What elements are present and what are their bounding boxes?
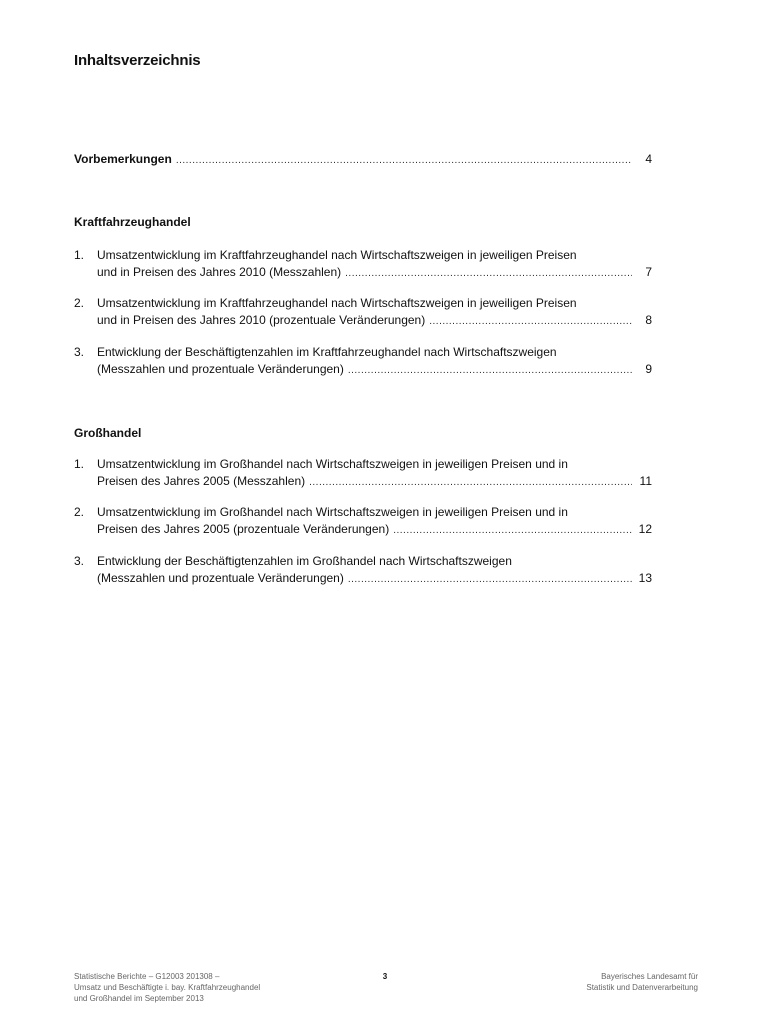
dot-leader: [348, 571, 632, 588]
toc-entry-gh-1[interactable]: [74, 456, 652, 491]
toc-entry-title: Umsatzentwicklung im Kraftfahrzeughandel nach Wirtschaftszweigen in jeweiligen Preisen: [97, 296, 577, 310]
toc-entry-title: Entwicklung der Beschäftigtenzahlen im Kraftfahrzeughandel nach Wirtschaftszweigen: [97, 345, 557, 359]
toc-entry-number: 3.: [74, 554, 85, 568]
toc-entry-gh-2[interactable]: [74, 504, 652, 539]
dot-leader: [393, 522, 632, 539]
toc-entry-title-end: (Messzahlen und prozentuale Veränderungen): [97, 362, 344, 376]
toc-page-number: 9: [645, 362, 652, 376]
toc-entry-number: 1.: [74, 457, 85, 471]
footer-publisher: [586, 971, 698, 993]
toc-entry-continuation: [97, 521, 652, 539]
toc-entry-continuation: [97, 264, 652, 282]
toc-page-number: 4: [645, 152, 652, 166]
footer-page-number: 3: [382, 972, 388, 981]
footer-line: Umsatz und Beschäftigte i. bay. Kraftfahrzeughandel: [74, 983, 261, 992]
toc-page-number: 8: [645, 313, 652, 327]
toc-entry-title: Umsatzentwicklung im Großhandel nach Wirtschaftszweigen in jeweiligen Preisen und in: [97, 505, 568, 519]
page-title: Inhaltsverzeichnis: [74, 52, 201, 69]
toc-entry-title-end: und in Preisen des Jahres 2010 (Messzahlen): [97, 265, 342, 279]
dot-leader: [345, 265, 632, 282]
footer-line: Statistische Berichte – G12003 201308 –: [74, 972, 220, 981]
toc-entry-title-end: Preisen des Jahres 2005 (Messzahlen): [97, 474, 306, 488]
toc-entry-number: 3.: [74, 345, 85, 359]
toc-entry-title-end: Preisen des Jahres 2005 (prozentuale Veränderungen): [97, 522, 390, 536]
section-heading-kraftfahrzeughandel: Kraftfahrzeughandel: [74, 215, 191, 229]
footer-line: und Großhandel im September 2013: [74, 994, 204, 1003]
dot-leader: [429, 313, 632, 330]
footer-line: Bayerisches Landesamt für: [601, 972, 698, 981]
toc-page-number: 7: [645, 265, 652, 279]
toc-entry-title-end: und in Preisen des Jahres 2010 (prozentuale Veränderungen): [97, 313, 426, 327]
toc-entry-continuation: [97, 312, 652, 330]
toc-entry-label: Vorbemerkungen: [74, 152, 172, 166]
toc-page-number: 12: [638, 522, 652, 536]
toc-entry-title-end: (Messzahlen und prozentuale Veränderungen): [97, 571, 344, 585]
dot-leader: [348, 362, 632, 379]
toc-entry-kfz-2[interactable]: [74, 295, 652, 330]
footer-publication-info: [74, 971, 260, 1004]
toc-page-number: 11: [639, 474, 652, 488]
toc-entry-number: 2.: [74, 505, 85, 519]
dot-leader: [309, 474, 632, 491]
section-heading-grosshandel: Großhandel: [74, 426, 142, 440]
toc-entry-title: Umsatzentwicklung im Großhandel nach Wirtschaftszweigen in jeweiligen Preisen und in: [97, 457, 568, 471]
toc-entry-title: Entwicklung der Beschäftigtenzahlen im Großhandel nach Wirtschaftszweigen: [97, 554, 512, 568]
toc-entry-title: Umsatzentwicklung im Kraftfahrzeughandel nach Wirtschaftszweigen in jeweiligen Preisen: [97, 248, 577, 262]
toc-entry-kfz-1[interactable]: [74, 247, 652, 282]
toc-entry-continuation: [97, 473, 652, 491]
toc-entry-vorbemerkungen[interactable]: [74, 151, 652, 169]
toc-page-number: 13: [638, 571, 652, 585]
toc-entry-number: 1.: [74, 248, 85, 262]
toc-entry-kfz-3[interactable]: [74, 344, 652, 379]
dot-leader: [176, 153, 632, 169]
toc-entry-continuation: [97, 361, 652, 379]
footer-line: Statistik und Datenverarbeitung: [586, 983, 698, 992]
toc-entry-continuation: [97, 570, 652, 588]
toc-entry-number: 2.: [74, 296, 85, 310]
toc-entry-gh-3[interactable]: [74, 553, 652, 588]
